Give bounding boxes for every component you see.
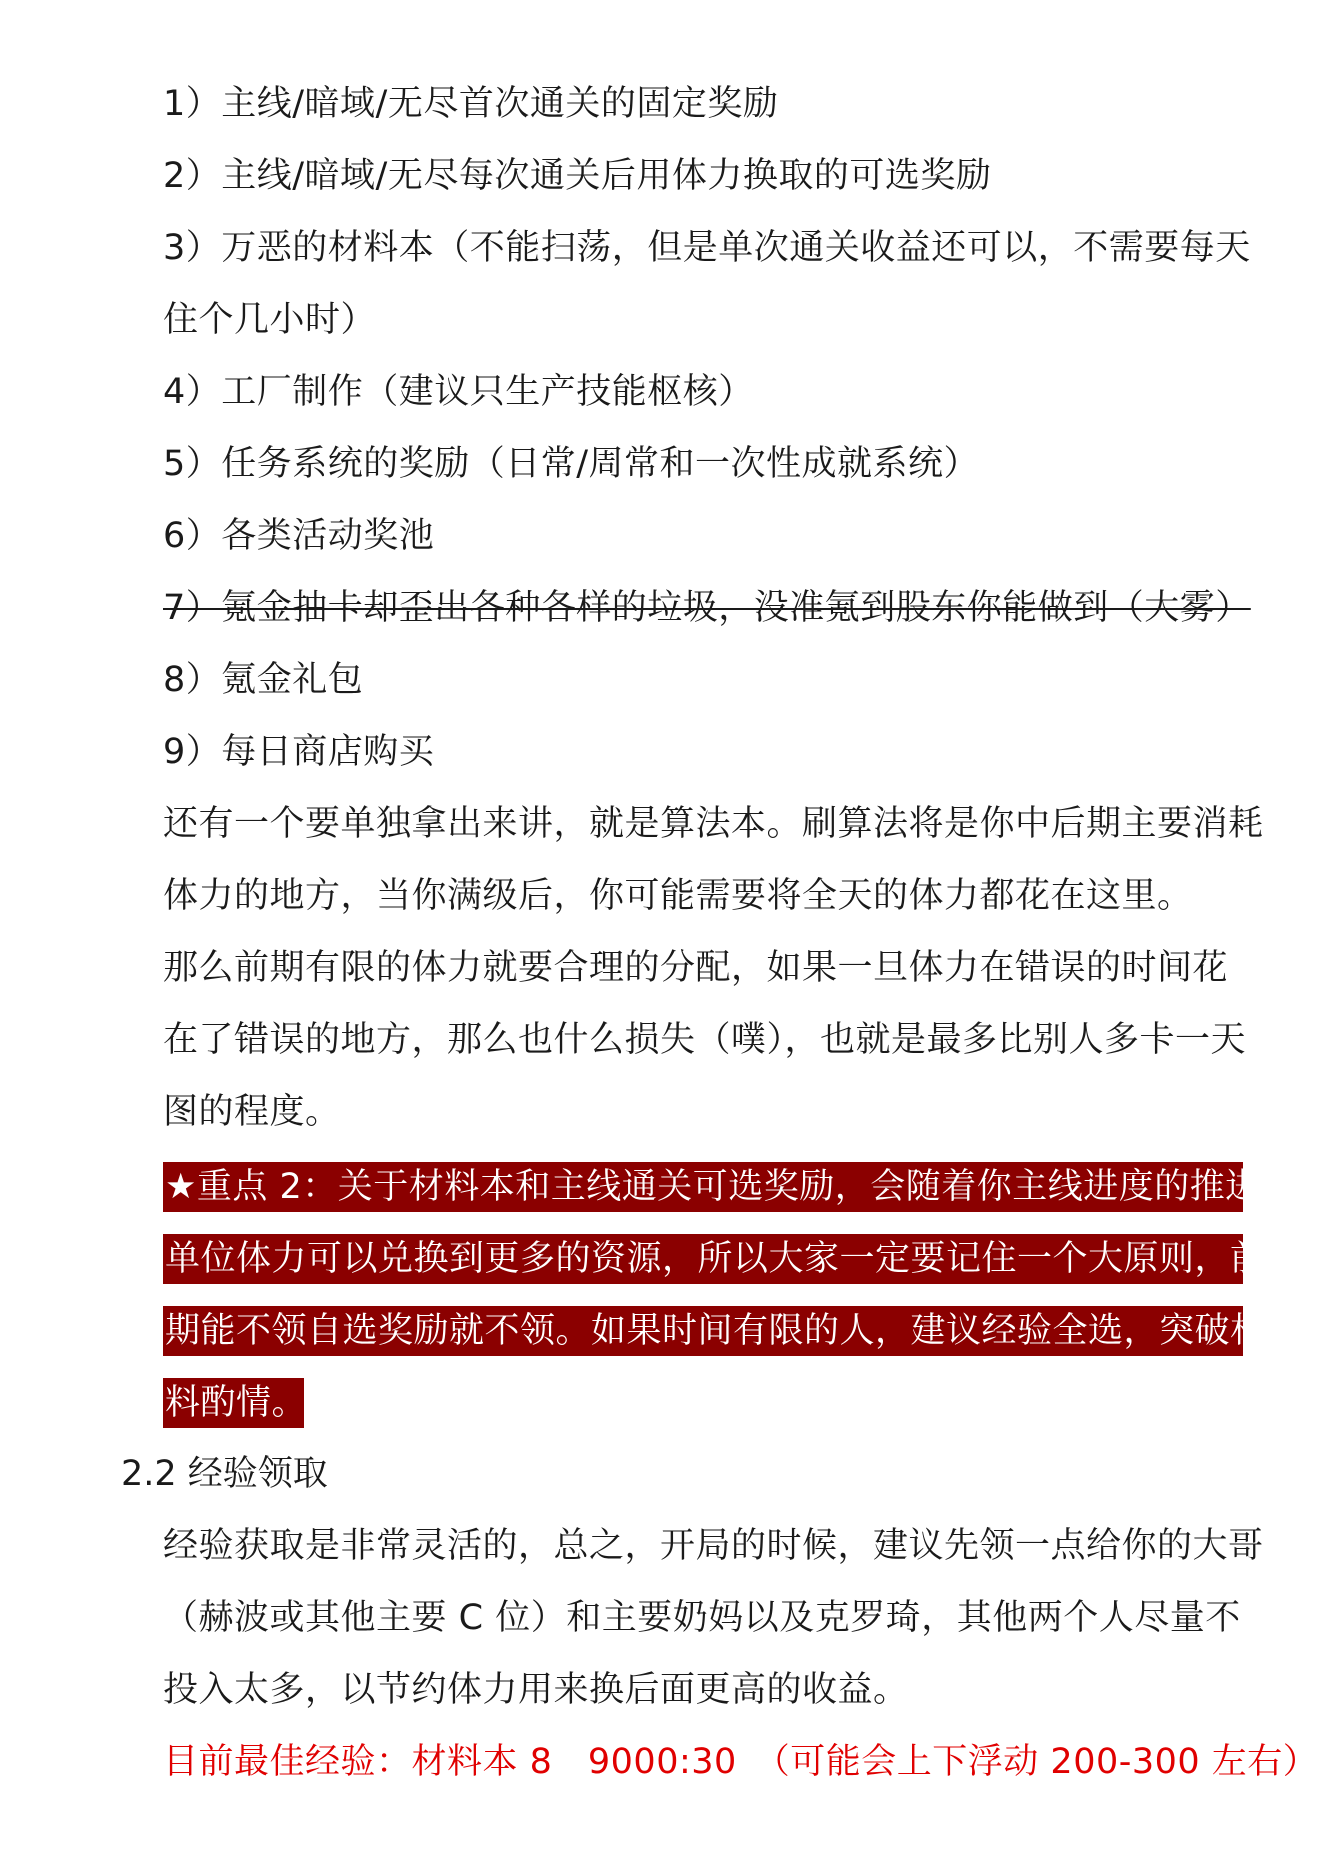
list-item-6: 6）各类活动奖池: [163, 516, 435, 556]
list-item-3-continued: 住个几小时）: [163, 300, 377, 340]
list-item-9: 9）每日商店购买: [163, 732, 435, 772]
section-heading: 2.2 经验领取: [121, 1454, 328, 1494]
best-exp-note: 目前最佳经验：材料本 8 9000:30 （可能会上下浮动 200-300 左右）: [163, 1742, 1319, 1782]
paragraph-3-line-3: 投入太多，以节约体力用来换后面更高的收益。: [163, 1670, 909, 1710]
list-item-8: 8）氪金礼包: [163, 660, 364, 700]
list-item-2: 2）主线/暗域/无尽每次通关后用体力换取的可选奖励: [163, 156, 992, 196]
list-item-3: 3）万恶的材料本（不能扫荡，但是单次通关收益还可以，不需要每天: [163, 228, 1251, 268]
highlight-line-4: 料酌情。: [163, 1378, 304, 1428]
paragraph-3-line-1: 经验获取是非常灵活的，总之，开局的时候，建议先领一点给你的大哥: [163, 1526, 1264, 1566]
list-item-7-struck: 7）氪金抽卡却歪出各种各样的垃圾，没准氪到股东你能做到（大雾）: [163, 588, 1251, 628]
paragraph-1-line-2: 体力的地方，当你满级后，你可能需要将全天的体力都花在这里。: [163, 876, 1193, 916]
paragraph-1-line-1: 还有一个要单独拿出来讲，就是算法本。刷算法将是你中后期主要消耗: [163, 804, 1264, 844]
paragraph-2-line-1: 那么前期有限的体力就要合理的分配，如果一旦体力在错误的时间花: [163, 948, 1229, 988]
list-item-4: 4）工厂制作（建议只生产技能枢核）: [163, 372, 754, 412]
list-item-1: 1）主线/暗域/无尽首次通关的固定奖励: [163, 84, 779, 124]
paragraph-2-line-3: 图的程度。: [163, 1092, 341, 1132]
highlight-line-2: 单位体力可以兑换到更多的资源，所以大家一定要记住一个大原则，前: [163, 1234, 1243, 1284]
paragraph-2-line-2: 在了错误的地方，那么也什么损失（噗），也就是最多比别人多卡一天: [163, 1020, 1247, 1060]
list-item-5: 5）任务系统的奖励（日常/周常和一次性成就系统）: [163, 444, 980, 484]
highlight-line-1: ★重点 2：关于材料本和主线通关可选奖励，会随着你主线进度的推进，: [163, 1162, 1243, 1212]
paragraph-3-line-2: （赫波或其他主要 C 位）和主要奶妈以及克罗琦，其他两个人尽量不: [163, 1598, 1241, 1638]
highlight-line-3: 期能不领自选奖励就不领。如果时间有限的人，建议经验全选，突破材: [163, 1306, 1243, 1356]
